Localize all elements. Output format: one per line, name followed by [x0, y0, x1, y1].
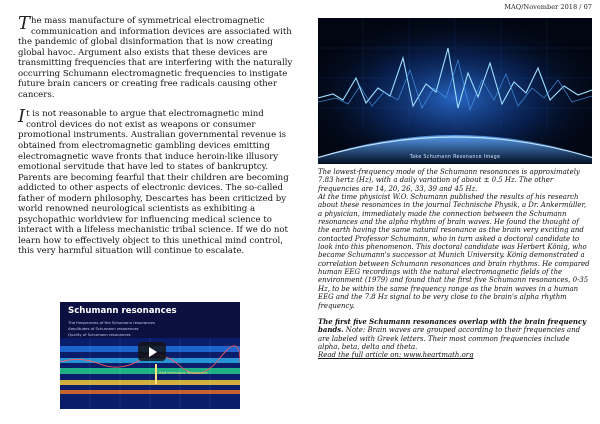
image-caption: Take Schumann Resonance Image: [409, 155, 501, 160]
sidebar-paragraph-1: The lowest-frequency mode of the Schumann resonances is approximately 7.83 hertz (Hz), with a daily variation of about ± 0.5 Hz. The other frequencies are 14, 20, 26, 33, 39 and 45 Hz.: [318, 168, 580, 193]
resonance-wave-illustration: [318, 18, 592, 164]
paragraph-2: [18, 106, 294, 257]
sidebar-paragraph-3-text: Note: Brain waves are grouped according to their frequencies and are labeled with Greek letters. Their most common frequencies include alpha, beta, delta and theta.: [318, 326, 581, 351]
sidebar-bold-lead: The first five Schumann resonances overlap with the brain frequency bands.: [318, 316, 587, 335]
video-annotation: Red Harmonic Resonance: [159, 370, 208, 375]
drop-cap-1: T: [18, 13, 31, 34]
main-article-column: [18, 13, 294, 266]
video-player[interactable]: [60, 302, 240, 409]
drop-cap-2: I: [18, 106, 26, 128]
sidebar-column: [318, 168, 592, 360]
video-subtitle-3: Quality of Schumann resonances: [68, 332, 131, 337]
play-button-icon[interactable]: [138, 342, 166, 361]
video-title: Schumann resonances: [68, 306, 177, 316]
video-subtitle-2: Amplitudes of Schumann resonances: [68, 326, 139, 331]
issue-header: MAQ/November 2018 / 07: [504, 3, 592, 11]
video-subtitle-1: The frequencies of the Schumann resonances: [68, 320, 155, 325]
sidebar-paragraph-3: [318, 318, 592, 351]
paragraph-1: [18, 13, 294, 100]
paragraph-2-text: t is not reasonable to argue that electromagnetic mind control devices do not exist as weapons or consumer promotional instruments. Australian governmental revenue is obtained from electromagnetic gambling devices emitting electromagnetic wave fronts that induce heroin-like illusory emotional servitude that have led to states of bankruptcy. Parents are becoming fearful that their children are becoming addicted to other aspects of electronic devices. The so-called father of modern philosophy, Descartes has been criticized by world renowned neurological scientists as exhibiting a psychopathic worldview for influencing medical science to interact with a lifeless mechanistic tribal science. If we do not learn how to effectively object to this unethical mind control, this very harmful situation will continue to escalate.: [18, 109, 289, 257]
schumann-resonance-image: [318, 18, 592, 164]
paragraph-1-text: he mass manufacture of symmetrical electromagnetic communication and information devices are associated with the pandemic of global disinformation that is now creating global havoc. Argument also exists that these devices are transmitting frequencies that are interfering with the naturally occurring Schumann electromagnetic frequencies to instigate future brain cancers or creating free radicals causing other cancers.: [18, 16, 293, 100]
source-link[interactable]: Read the full article on: www.heartmath.org: [318, 351, 474, 360]
sidebar-paragraph-2: At the time physicist W.O. Schumann published the results of his research about these resonances in the journal Technische Physik, a Dr. Ankermüller, a physician, immediately made the connection between the Schumann resonances and the alpha rhythm of brain waves. He found the thought of the earth having the same natural resonance as the brain very exciting and contacted Professor Schumann, who in turn asked a doctoral candidate to look into this phenomenon. This doctoral candidate was Herbert König, who became Schumann's successor at Munich University. König demonstrated a correlation between Schumann resonances and brain rhythms. He compared human EEG recordings with the natural electromagnetic fields of the environment (1979) and found that the first five Schumann resonances, 0-35 Hz, to be within the same frequency range as the brain waves in a human EEG and the 7.8 Hz signal to be very close to the brain's alpha rhythm frequency.: [318, 193, 590, 310]
